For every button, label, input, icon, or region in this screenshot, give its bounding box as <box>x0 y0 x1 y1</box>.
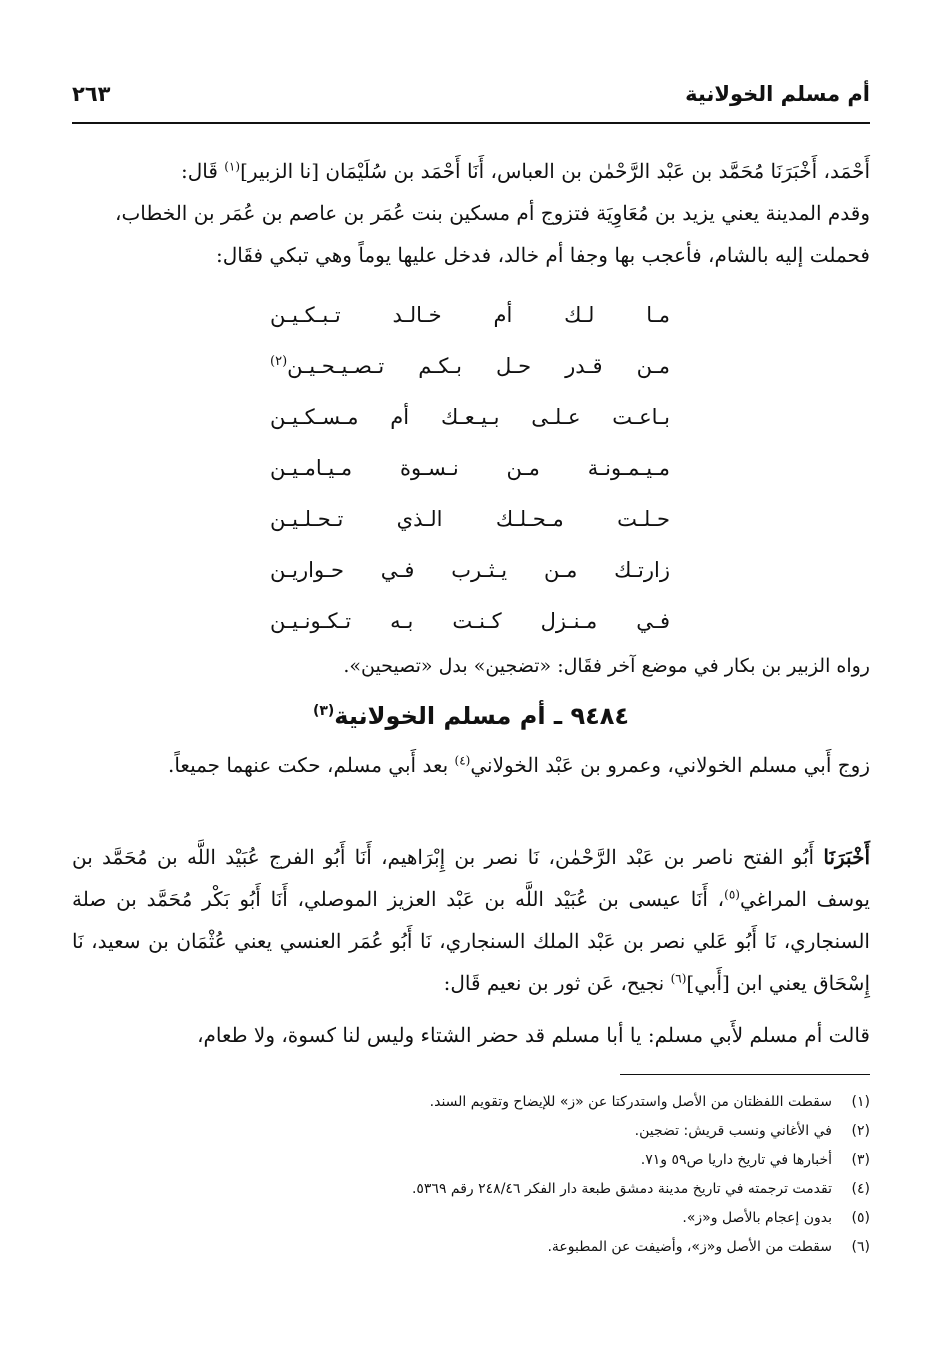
header-divider <box>72 122 870 124</box>
footnote-ref-2: (٢) <box>270 354 288 369</box>
verse-line-1: مـا لـك أم خـالـد تـبـكـيـن <box>270 303 670 327</box>
isnad-part-3: نجيح، عَن ثور بن نعيم قَال: <box>443 971 671 995</box>
footnote <box>72 1175 870 1204</box>
footnote-number: (٦) <box>851 1239 870 1255</box>
isnad-part-2: ، أَنَا عيسى بن عُبَيْد اللَّه بن عَبْد العزيز الموصلي، أَنَا أَبُو بَكْر مُحَمَّد بن صلة السنجاري، نَا أَبُو عَلي نصر بن عَبْد الملك السنجاري، نَا أَبُو عُمَر العنسي يعني عُثْمَان بن سعيد، نَا إِسْحَاق يعني ابن [أَبي] <box>72 887 870 995</box>
riwaya-note: رواه الزبير بن بكار في موضع آخر فقَال: «تضجين» بدل «تصيحين». <box>343 655 870 677</box>
poem-verses <box>270 290 670 647</box>
entry-heading <box>72 692 870 740</box>
verse-line-6: زارتـك مـن يـثـرب فـي حـواريـن <box>270 558 670 582</box>
footnote-ref-1: (١) <box>224 159 241 174</box>
header-title: أم مسلم الخولانية <box>685 82 870 106</box>
footnotes <box>72 1088 870 1262</box>
verse-text-2: مـن قـدر حـل بـكـم تـصـيـحـيـن <box>287 354 670 378</box>
text-line-3: فحملت إليه بالشام، فأعجب بها وجفا أم خالد، فدخل عليها يوماً وهي تبكي فقَال: <box>216 243 870 267</box>
footnote <box>72 1088 870 1117</box>
footnote <box>72 1204 870 1233</box>
paragraph-narration: قالت أم مسلم لأَبي مسلم: يا أبا مسلم قد حضر الشتاء وليس لنا كسوة، ولا طعام، <box>197 1023 870 1047</box>
running-header <box>72 82 870 116</box>
footnote-divider <box>620 1074 870 1075</box>
isnad-part-1: أَبُو الفتح ناصر بن عَبْد الرَّحْمٰن، نَا نصر بن إِبْرَاهيم، أَنَا أَبُو الفرج عُبَيْد اللَّه بن مُحَمَّد بن يوسف المراغي <box>72 845 871 911</box>
footnote <box>72 1117 870 1146</box>
footnote-number: (٢) <box>851 1123 870 1139</box>
footnote-ref-3: (٣) <box>312 703 335 719</box>
footnote-number: (٥) <box>851 1210 870 1226</box>
akhbarana-lead: أَخْبَرَنَا <box>823 845 870 869</box>
footnote-number: (٣) <box>851 1152 870 1168</box>
footnote-text: سقطت من الأصل و«ز»، وأضيفت عن المطبوعة. <box>547 1239 832 1255</box>
footnote-text: بدون إعجام بالأصل و«ز». <box>682 1210 832 1226</box>
text-line <box>72 150 870 192</box>
footnote <box>72 1233 870 1262</box>
footnote <box>72 1146 870 1175</box>
footnote-ref-5: (٥) <box>724 887 740 902</box>
paragraph-isnad-2 <box>72 836 870 1004</box>
text-line-2: وقدم المدينة يعني يزيد بن مُعَاوِيَة فتزوج أم مسكين بنت عُمَر بن عاصم بن عُمَر بن الخطاب، <box>115 201 870 225</box>
verse-line-2 <box>270 341 670 392</box>
paragraph-isnad-1 <box>72 150 870 276</box>
bio-part-1: زوج أَبي مسلم الخولاني، وعمرو بن عَبْد الخولاني <box>470 753 870 777</box>
bio-part-2: بعد أَبي مسلم، حكت عنهما جميعاً. <box>167 753 455 777</box>
verse-line-4: مـيـمـونـة مـن نـسـوة مـيـامـيـن <box>270 456 670 480</box>
footnote-number: (١) <box>851 1094 870 1110</box>
footnote-number: (٤) <box>851 1181 870 1197</box>
footnote-text: سقطت اللفظتان من الأصل واستدركتا عن «ز» للإيضاح وتقويم السند. <box>429 1094 832 1110</box>
verse-line-5: حـلـت مـحـلـك الـذي تـحـلـيـن <box>270 507 670 531</box>
text-line-1-tail: قَال: <box>180 159 225 183</box>
footnote-text: في الأغاني ونسب قريش: تضجين. <box>634 1123 832 1139</box>
page-number: ٢٦٣ <box>72 82 111 106</box>
footnote-text: أخبارها في تاريخ داريا ص٥٩ و٧١. <box>640 1152 832 1168</box>
verse-line-3: بـاعـت عـلـى بـيـعـك أم مـسـكـيـن <box>270 405 670 429</box>
footnote-ref-4: (٤) <box>454 753 471 768</box>
paragraph-biography <box>72 744 870 786</box>
entry-heading-text: ٩٤٨٤ ـ أم مسلم الخولانية <box>334 702 630 730</box>
footnote-text: تقدمت ترجمته في تاريخ مدينة دمشق طبعة دار الفكر ٢٤٨/٤٦ رقم ٥٣٦٩. <box>411 1181 832 1197</box>
text-line-1: أَحْمَد، أَخْبَرَنَا مُحَمَّد بن عَبْد الرَّحْمٰن بن العباس، أَنَا أَحْمَد بن سُلَيْمَان [نا الزبير] <box>240 159 870 183</box>
verse-line-7: فـي مـنـزل كـنـت بـه تـكـونـيـن <box>270 609 670 633</box>
footnote-ref-6: (٦) <box>670 971 687 986</box>
